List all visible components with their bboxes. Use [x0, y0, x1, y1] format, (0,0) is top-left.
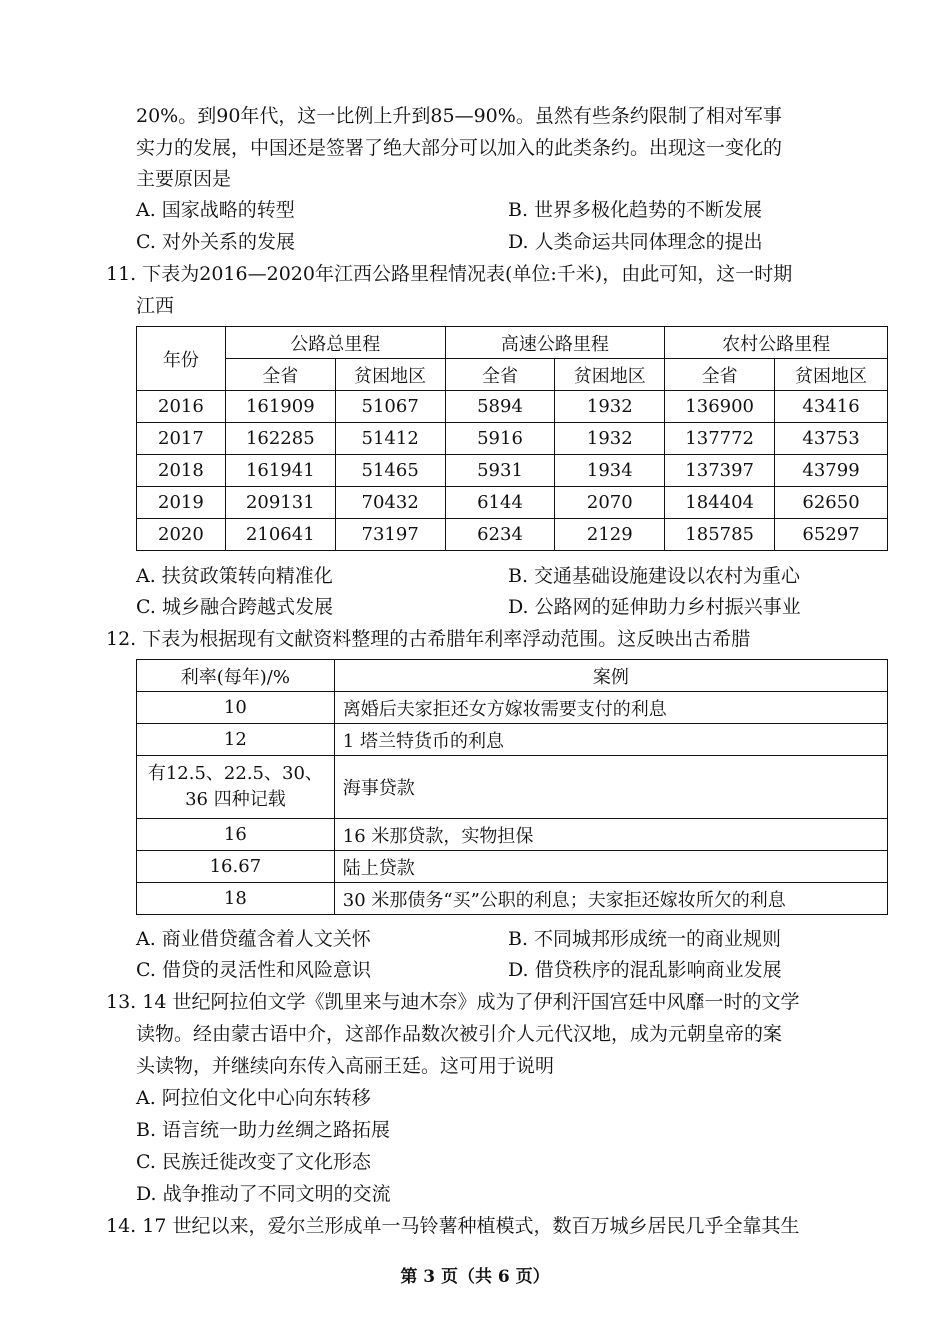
q14-stem-line-1: 14. 17 世纪以来，爱尔兰形成单一马铃薯种植模式，数百万城乡居民几乎全靠其生 — [106, 1215, 800, 1237]
case-cell: 离婚后夫家拒还女方嫁妆需要支付的利息 — [334, 692, 887, 724]
table-row — [137, 487, 888, 519]
rate-cell-line: 36 四种记载 — [185, 789, 286, 810]
rate-cell: 10 — [137, 692, 335, 724]
table-cell: 5916 — [445, 423, 555, 455]
q11-option-b: B. 交通基础设施建设以农村为重心 — [508, 565, 801, 587]
q12-option-d: D. 借贷秩序的混乱影响商业发展 — [508, 959, 782, 981]
rate-cell — [137, 756, 335, 819]
table-row — [137, 724, 888, 756]
table-cell: 1934 — [555, 455, 665, 487]
q10-line-2: 实力的发展，中国还是签署了绝大部分可以加入的此类条约。出现这一变化的 — [136, 137, 783, 159]
case-cell: 海事贷款 — [334, 756, 887, 819]
q11-subheader: 全省 — [665, 359, 775, 391]
case-cell: 1 塔兰特货币的利息 — [334, 724, 887, 756]
table-row — [137, 756, 888, 819]
case-cell: 陆上贷款 — [334, 851, 887, 883]
table-row — [137, 883, 888, 915]
q13-option-d: D. 战争推动了不同文明的交流 — [136, 1183, 391, 1205]
table-row — [137, 391, 888, 423]
q11-option-c: C. 城乡融合跨越式发展 — [136, 596, 333, 618]
q10-option-b: B. 世界多极化趋势的不断发展 — [508, 199, 763, 221]
case-cell: 16 米那贷款，实物担保 — [334, 819, 887, 851]
table-cell: 185785 — [665, 519, 775, 551]
q13-option-b: B. 语言统一助力丝绸之路拓展 — [136, 1119, 391, 1141]
q10-option-c: C. 对外关系的发展 — [136, 231, 295, 253]
q12-option-c: C. 借贷的灵活性和风险意识 — [136, 959, 371, 981]
q13-stem-line-1: 13. 14 世纪阿拉伯文学《凯里来与迪木奈》成为了伊利汗国宫廷中风靡一时的文学 — [106, 991, 800, 1013]
table-row — [137, 851, 888, 883]
table-cell: 137772 — [665, 423, 775, 455]
table-cell: 136900 — [665, 391, 775, 423]
table-cell: 65297 — [775, 519, 888, 551]
table-cell: 6234 — [445, 519, 555, 551]
table-row — [137, 692, 888, 724]
q13-stem-line-2: 读物。经由蒙古语中介，这部作品数次被引介人元代汉地，成为元朝皇帝的案 — [136, 1023, 783, 1045]
table-cell: 2019 — [137, 487, 226, 519]
q11-group-header: 公路总里程 — [225, 327, 445, 359]
q11-group-header: 高速公路里程 — [445, 327, 665, 359]
q11-subheader: 贫困地区 — [335, 359, 445, 391]
q12-option-a: A. 商业借贷蕴含着人文关怀 — [136, 928, 371, 950]
table-cell: 161909 — [225, 391, 335, 423]
table-cell: 209131 — [225, 487, 335, 519]
table-cell: 1932 — [555, 391, 665, 423]
q11-subheader: 全省 — [445, 359, 555, 391]
q10-option-a: A. 国家战略的转型 — [136, 199, 295, 221]
table-cell: 1932 — [555, 423, 665, 455]
case-cell: 30 米那债务“买”公职的利息；夫家拒还嫁妆所欠的利息 — [334, 883, 887, 915]
rate-cell: 12 — [137, 724, 335, 756]
q11-stem-line-2: 江西 — [136, 295, 175, 317]
table-cell: 137397 — [665, 455, 775, 487]
q11-option-a: A. 扶贫政策转向精准化 — [136, 565, 333, 587]
table-cell: 184404 — [665, 487, 775, 519]
table-cell: 2070 — [555, 487, 665, 519]
table-cell: 73197 — [335, 519, 445, 551]
q10-option-d: D. 人类命运共同体理念的提出 — [508, 231, 763, 253]
table-cell: 62650 — [775, 487, 888, 519]
q12-header-rate: 利率(每年)/% — [137, 660, 335, 692]
q11-subheader: 贫困地区 — [555, 359, 665, 391]
table-cell: 43753 — [775, 423, 888, 455]
q11-stem-line-1: 11. 下表为2016—2020年江西公路里程情况表(单位:千米)，由此可知，这一时期 — [106, 263, 793, 285]
q11-year-header: 年份 — [137, 327, 226, 391]
table-cell: 2020 — [137, 519, 226, 551]
table-cell: 162285 — [225, 423, 335, 455]
table-cell: 2016 — [137, 391, 226, 423]
rate-cell: 18 — [137, 883, 335, 915]
table-cell: 161941 — [225, 455, 335, 487]
table-cell: 43416 — [775, 391, 888, 423]
q12-table — [136, 659, 888, 915]
q12-table-body — [137, 692, 888, 915]
rate-cell: 16 — [137, 819, 335, 851]
rate-cell: 16.67 — [137, 851, 335, 883]
table-cell: 5894 — [445, 391, 555, 423]
q10-line-1: 20%。到90年代，这一比例上升到85—90%。虽然有些条约限制了相对军事 — [136, 105, 782, 127]
page-footer: 第 3 页（共 6 页） — [400, 1267, 550, 1287]
q12-header-case: 案例 — [334, 660, 887, 692]
table-cell: 51412 — [335, 423, 445, 455]
rate-cell-line: 有12.5、22.5、30、 — [147, 763, 323, 784]
table-cell: 2018 — [137, 455, 226, 487]
table-cell: 51465 — [335, 455, 445, 487]
table-row — [137, 819, 888, 851]
table-row — [137, 519, 888, 551]
q11-group-header: 农村公路里程 — [665, 327, 888, 359]
table-row — [137, 455, 888, 487]
q13-option-c: C. 民族迁徙改变了文化形态 — [136, 1151, 371, 1173]
table-cell: 2017 — [137, 423, 226, 455]
table-row — [137, 423, 888, 455]
q13-stem-line-3: 头读物，并继续向东传入高丽王廷。这可用于说明 — [136, 1055, 555, 1077]
q12-option-b: B. 不同城邦形成统一的商业规则 — [508, 928, 782, 950]
table-cell: 2129 — [555, 519, 665, 551]
q11-option-d: D. 公路网的延伸助力乡村振兴事业 — [508, 596, 801, 618]
table-cell: 51067 — [335, 391, 445, 423]
q11-subheader: 贫困地区 — [775, 359, 888, 391]
table-cell: 210641 — [225, 519, 335, 551]
q11-table — [136, 326, 888, 551]
q12-stem-line-1: 12. 下表为根据现有文献资料整理的古希腊年利率浮动范围。这反映出古希腊 — [106, 628, 751, 650]
q13-option-a: A. 阿拉伯文化中心向东转移 — [136, 1087, 371, 1109]
table-cell: 5931 — [445, 455, 555, 487]
q11-table-body — [137, 391, 888, 551]
table-cell: 43799 — [775, 455, 888, 487]
table-cell: 6144 — [445, 487, 555, 519]
table-cell: 70432 — [335, 487, 445, 519]
q10-line-3: 主要原因是 — [136, 168, 232, 190]
q11-subheader: 全省 — [225, 359, 335, 391]
